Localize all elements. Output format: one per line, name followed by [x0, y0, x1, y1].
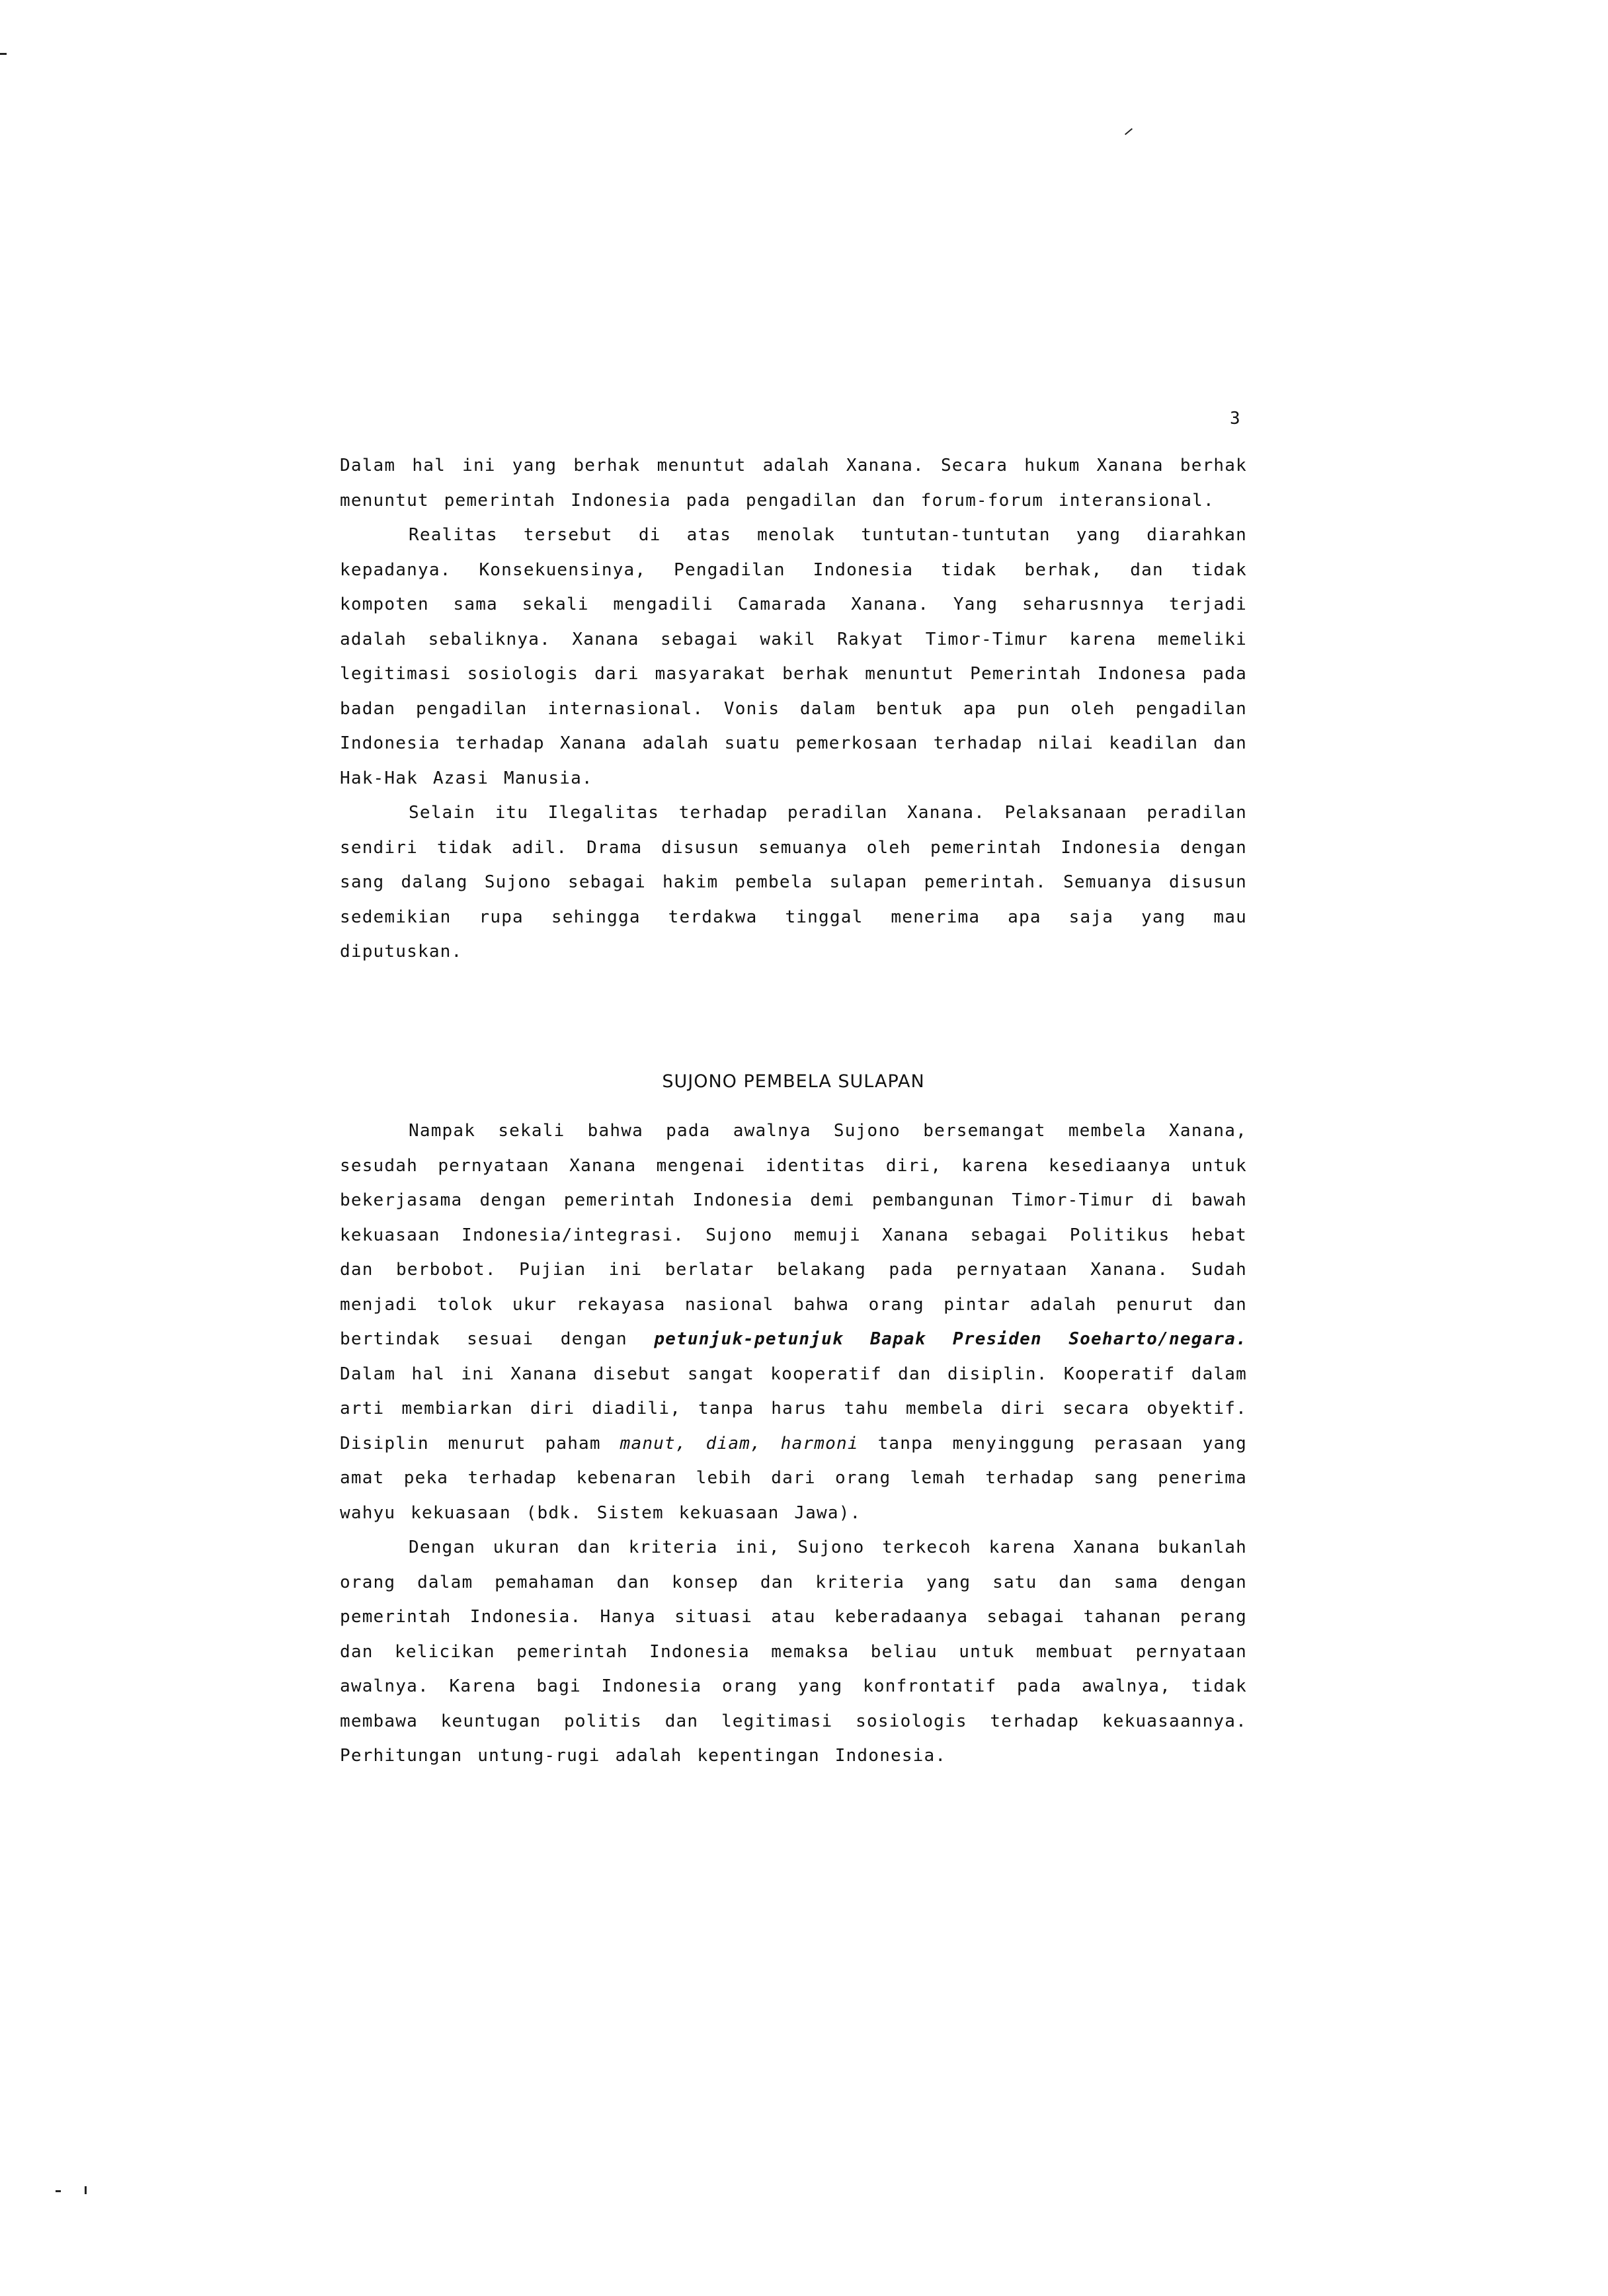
intro-text: [340, 448, 1247, 969]
page-number: 3: [1230, 409, 1240, 429]
scan-mark: [56, 2190, 61, 2192]
emphasized-text: petunjuk-petunjuk Bapak Presiden Soeharto/negara.: [654, 1329, 1247, 1349]
paragraph-text: tanpa menyinggung perasaan yang amat peka terhadap kebenaran lebih dari orang lemah terhadap sang penerima wahyu kekuasaan (bdk. Sistem kekuasaan Jawa).: [340, 1433, 1248, 1523]
paragraph: Realitas tersebut di atas menolak tuntutan-tuntutan yang diarahkan kepadanya. Konsekuensinya, Pengadilan Indonesia tidak berhak, dan tidak kompoten sama sekali mengadili Camarada Xanana. Yang seharusnnya terjadi adalah sebaliknya. Xanana sebagai wakil Rakyat Timor-Timur karena memeliki legitimasi sosiologis dari masyarakat berhak menuntut Pemerintah Indonesa pada badan pengadilan internasional. Vonis dalam bentuk apa pun oleh pengadilan Indonesia terhadap Xanana adalah suatu pemerkosaan terhadap nilai keadilan dan Hak-Hak Azasi Manusia.: [340, 525, 1247, 788]
scan-mark: [1125, 128, 1133, 136]
scan-mark: [0, 53, 7, 55]
section-text: [340, 1114, 1247, 1774]
paragraph: Dalam hal ini yang berhak menuntut adalah Xanana. Secara hukum Xanana berhak menuntut pemerintah Indonesia pada pengadilan dan forum-forum interansional.: [340, 456, 1247, 511]
paragraph-text: Nampak sekali bahwa pada awalnya Sujono bersemangat membela Xanana, sesudah pernyataan Xanana mengenai identitas diri, karena kesediaanya untuk bekerjasama dengan pemerintah Indonesia demi pembangunan Timor-Timur di bawah kekuasaan Indonesia/integrasi. Sujono memuji Xanana sebagai Politikus hebat dan berbobot. Pujian ini berlatar belakang pada pernyataan Xanana. Sudah menjadi tolok ukur rekayasa nasional bahwa orang pintar adalah penurut dan bertindak sesuai dengan: [340, 1121, 1247, 1349]
paragraph-text: Dalam hal ini Xanana disebut sangat kooperatif dan disiplin. Kooperatif dalam arti membiarkan diri diadili, tanpa harus tahu membela diri secara obyektif. Disiplin menurut paham: [340, 1364, 1247, 1454]
paragraph: Selain itu Ilegalitas terhadap peradilan Xanana. Pelaksanaan peradilan sendiri tidak adil. Drama disusun semuanya oleh pemerintah Indonesia dengan sang dalang Sujono sebagai hakim pembela sulapan pemerintah. Semuanya disusun sedemikian rupa sehingga terdakwa tinggal menerima apa saja yang mau diputuskan.: [340, 803, 1247, 962]
paragraph: Dengan ukuran dan kriteria ini, Sujono terkecoh karena Xanana bukanlah orang dalam pemahaman dan konsep dan kriteria yang satu dan sama dengan pemerintah Indonesia. Hanya situasi atau keberadaanya sebagai tahanan perang dan kelicikan pemerintah Indonesia memaksa beliau untuk membuat pernyataan awalnya. Karena bagi Indonesia orang yang konfrontatif pada awalnya, tidak membawa keuntugan politis dan legitimasi sosiologis terhadap kekuasaannya. Perhitungan untung-rugi adalah kepentingan Indonesia.: [340, 1538, 1247, 1766]
section-heading: SUJONO PEMBELA SULAPAN: [662, 1071, 925, 1092]
paragraph: [340, 1114, 1247, 1530]
italic-text: manut, diam, harmoni: [620, 1433, 859, 1454]
scan-mark: [85, 2186, 87, 2194]
